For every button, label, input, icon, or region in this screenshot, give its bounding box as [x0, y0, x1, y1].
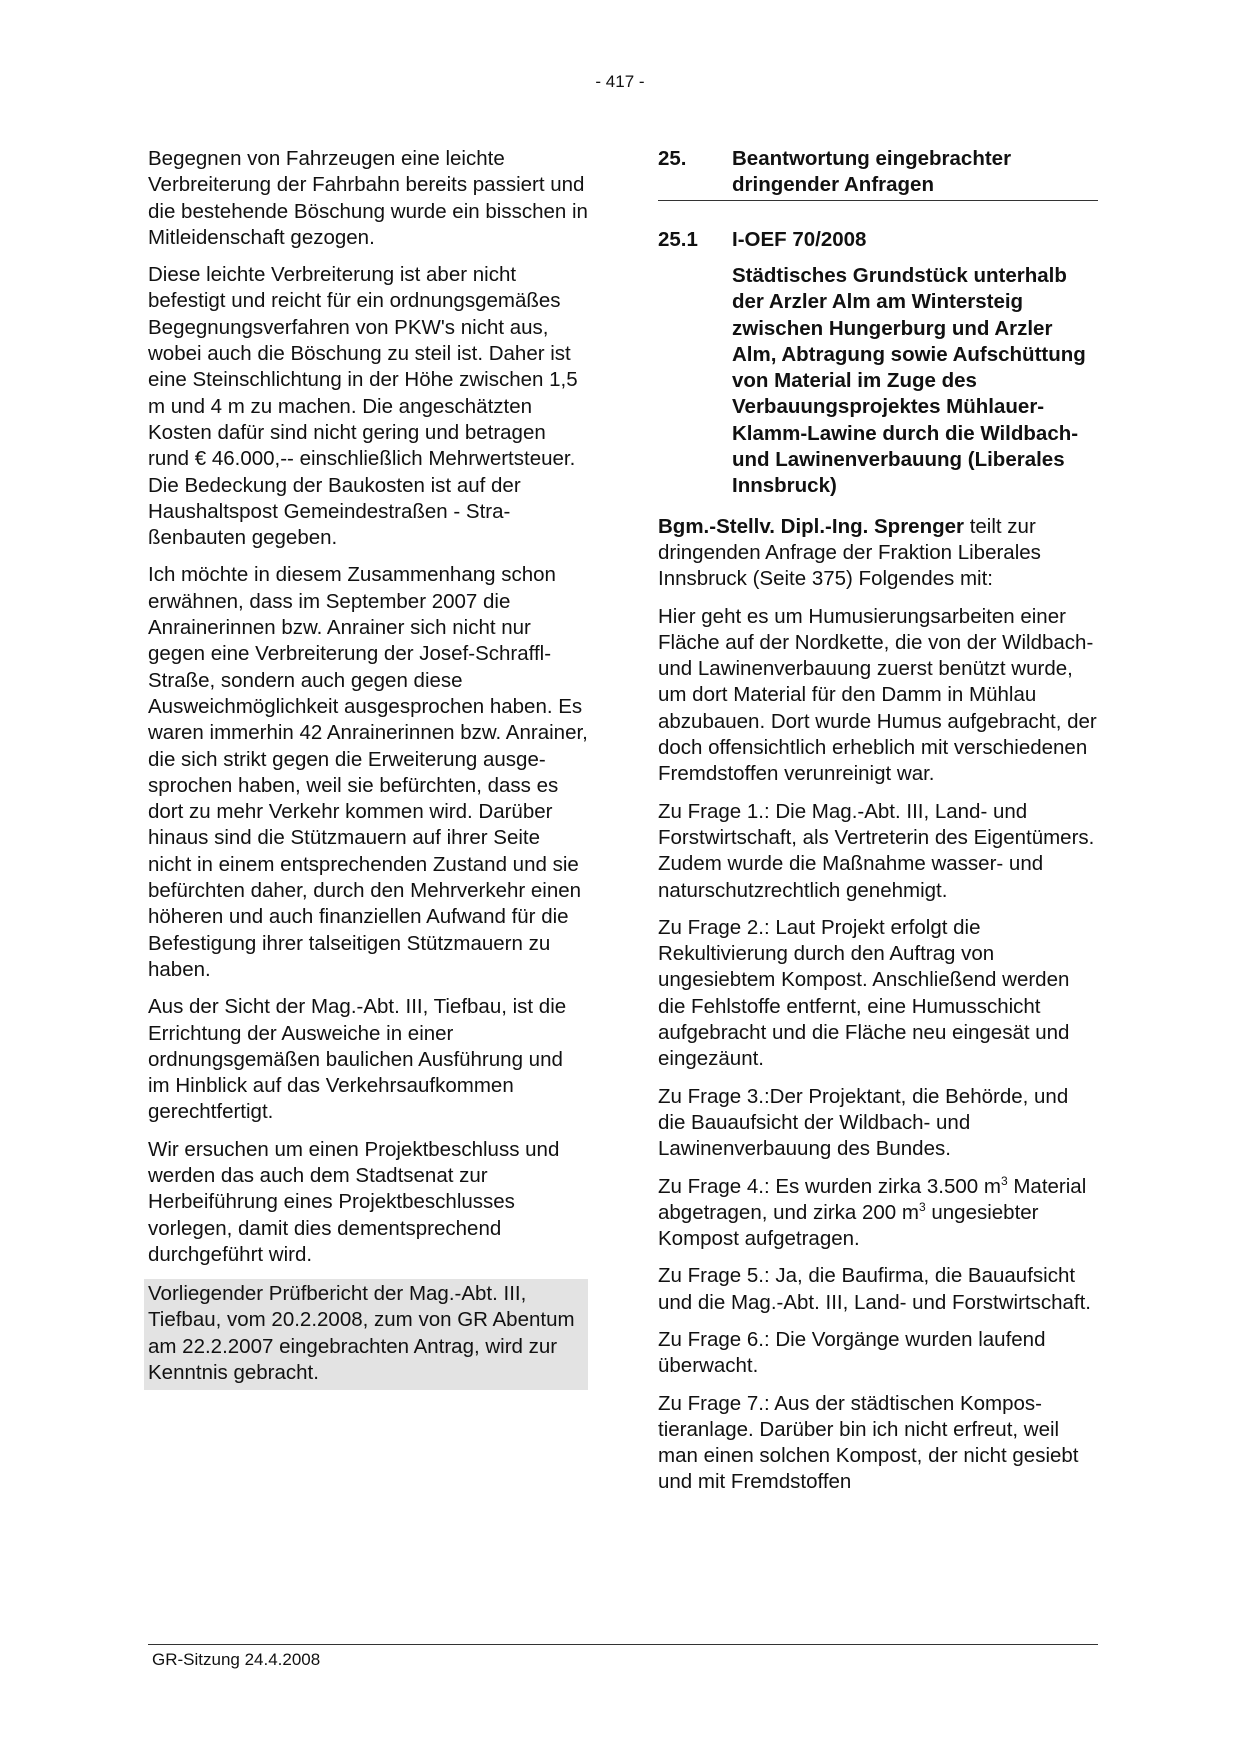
paragraph: Zu Frage 1.: Die Mag.-Abt. III, Land- und Forstwirtschaft, als Vertreterin des Eigentümers. Zudem wurde die Maßnahme wasser- und naturschutzrechtlich genehmigt.: [658, 799, 1095, 902]
resolution-box: Vorliegender Prüfbericht der Mag.-Abt. III, Tiefbau, vom 20.2.2008, zum von GR Abentum am 22.2.2007 eingebrachten Antrag, wird zur Kenntnis gebracht.: [144, 1279, 588, 1390]
speaker-intro: teilt zur dringenden Anfrage der Fraktion Liberales Innsbruck (Seite 375) Folgendes mit:: [658, 514, 1041, 591]
text: Material abgetragen, und zirka 200 m: [658, 1174, 1087, 1224]
left-column: [148, 146, 588, 1401]
paragraph-frage-4: [658, 1174, 1098, 1253]
agenda-title: Beantwortung eingebrachter dringender Anfragen: [732, 147, 1012, 196]
paragraph: Hier geht es um Humusierungsarbeiten einer Fläche auf der Nordkette, die von der Wildbach- und Lawinenverbauung zuerst benützt wurde, um dort Material für den Damm in Mühlau abzubauen. Dort wurde Humus aufgebracht, der doch offensichtlich erheblich mit verschiedenen Fremdstoffen verunreinigt war.: [658, 604, 1097, 786]
page-number: - 417 -: [595, 72, 645, 91]
paragraph: Aus der Sicht der Mag.-Abt. III, Tiefbau, ist die Errichtung der Ausweiche in einer ordnungsgemäßen baulichen Ausführung und im Hinblick auf das Verkehrsaufkommen gerechtfertigt.: [148, 995, 567, 1124]
item-heading: [658, 227, 1098, 253]
paragraph: Diese leichte Verbreiterung ist aber nicht befestigt und reicht für ein ordnungsgemäßes Begegnungsverfahren von PKW's nicht aus, wobei auch die Böschung zu steil ist. Daher ist eine Steinschlichtung in der Höhe zwischen 1,5 m und 4 m zu machen. Die angeschätzten Kosten dafür sind nicht gering und betragen rund € 46.000,-- einschließlich Mehrwertsteuer. Die Bedeckung der Baukosten ist auf der Haushaltspost Gemeindestraßen - Straßenbauten gegeben.: [148, 263, 578, 550]
footer-divider: [148, 1644, 1098, 1645]
item-number: 25.1: [658, 228, 698, 251]
speaker-name: Bgm.-Stellv. Dipl.-Ing. Sprenger: [658, 514, 965, 538]
paragraph: Zu Frage 3.:Der Projektant, die Behörde, und die Bauaufsicht der Wildbach- und Lawinenverbauung des Bundes.: [658, 1084, 1069, 1161]
footer-text: GR-Sitzung 24.4.2008: [152, 1650, 321, 1669]
paragraph: Zu Frage 2.: Laut Projekt erfolgt die Rekultivierung durch den Auftrag von ungesiebtem Kompost. Anschließend werden die Fehlstoffe entfernt, eine Humusschicht aufgebracht und die Fläche neu eingesät und eingezäunt.: [658, 915, 1070, 1071]
agenda-number: 25.: [658, 147, 687, 170]
paragraph: Zu Frage 7.: Aus der städtischen Kompostieranlage. Darüber bin ich nicht erfreut, weil man einen solchen Kompost, der nicht gesiebt und mit Fremdstoffen: [658, 1391, 1079, 1494]
speaker-paragraph: [658, 514, 1098, 593]
superscript: 3: [918, 1199, 926, 1214]
superscript: 3: [1000, 1173, 1008, 1188]
paragraph: Zu Frage 5.: Ja, die Baufirma, die Bauaufsicht und die Mag.-Abt. III, Land- und Forstwirtschaft.: [658, 1264, 1091, 1314]
paragraph: Begegnen von Fahrzeugen eine leichte Verbreiterung der Fahrbahn bereits passiert und die bestehende Böschung wurde ein bisschen in Mitleidenschaft gezogen.: [148, 147, 588, 249]
paragraph: Ich möchte in diesem Zusammenhang schon erwähnen, dass im September 2007 die Anrainerinnen bzw. Anrainer sich nicht nur gegen eine Verbreiterung der Josef-Schraffl-Straße, sondern auch gegen diese Ausweichmöglichkeit ausgesprochen haben. Es waren immerhin 42 Anrainerinnen bzw. Anrainer, die sich strikt gegen die Erweiterung ausgesprochen haben, weil sie befürchten, dass es dort zu mehr Verkehr kommen wird. Darüber hinaus sind die Stützmauern auf ihrer Seite nicht in einem entsprechenden Zustand und sie befürchten daher, durch den Mehrverkehr einen höheren und auch finanziellen Aufwand für die Befestigung ihrer talseitigen Stützmauern zu haben.: [148, 563, 588, 981]
item-code: I-OEF 70/2008: [732, 228, 867, 251]
paragraph: Zu Frage 6.: Die Vorgänge wurden laufend überwacht.: [658, 1327, 1046, 1378]
item-title: Städtisches Grundstück unterhalb der Arzler Alm am Wintersteig zwischen Hungerburg und Arzler Alm, Abtragung sowie Aufschüttung von Material im Zuge des Verbauungsprojektes Mühlauer-Klamm-Lawine durch die Wildbach- und Lawinenverbauung (Liberales Innsbruck): [732, 264, 1086, 498]
agenda-heading: [658, 146, 1098, 201]
paragraph: Wir ersuchen um einen Projektbeschluss und werden das auch dem Stadtsenat zur Herbeiführung eines Projektbeschlusses vorlegen, damit dies dementsprechend durchgeführt wird.: [148, 1137, 560, 1266]
text: ungesiebter Kompost aufgetragen.: [658, 1200, 1039, 1251]
right-column: [658, 146, 1098, 1507]
text: Zu Frage 4.: Es wurden zirka 3.500 m: [658, 1174, 1001, 1198]
